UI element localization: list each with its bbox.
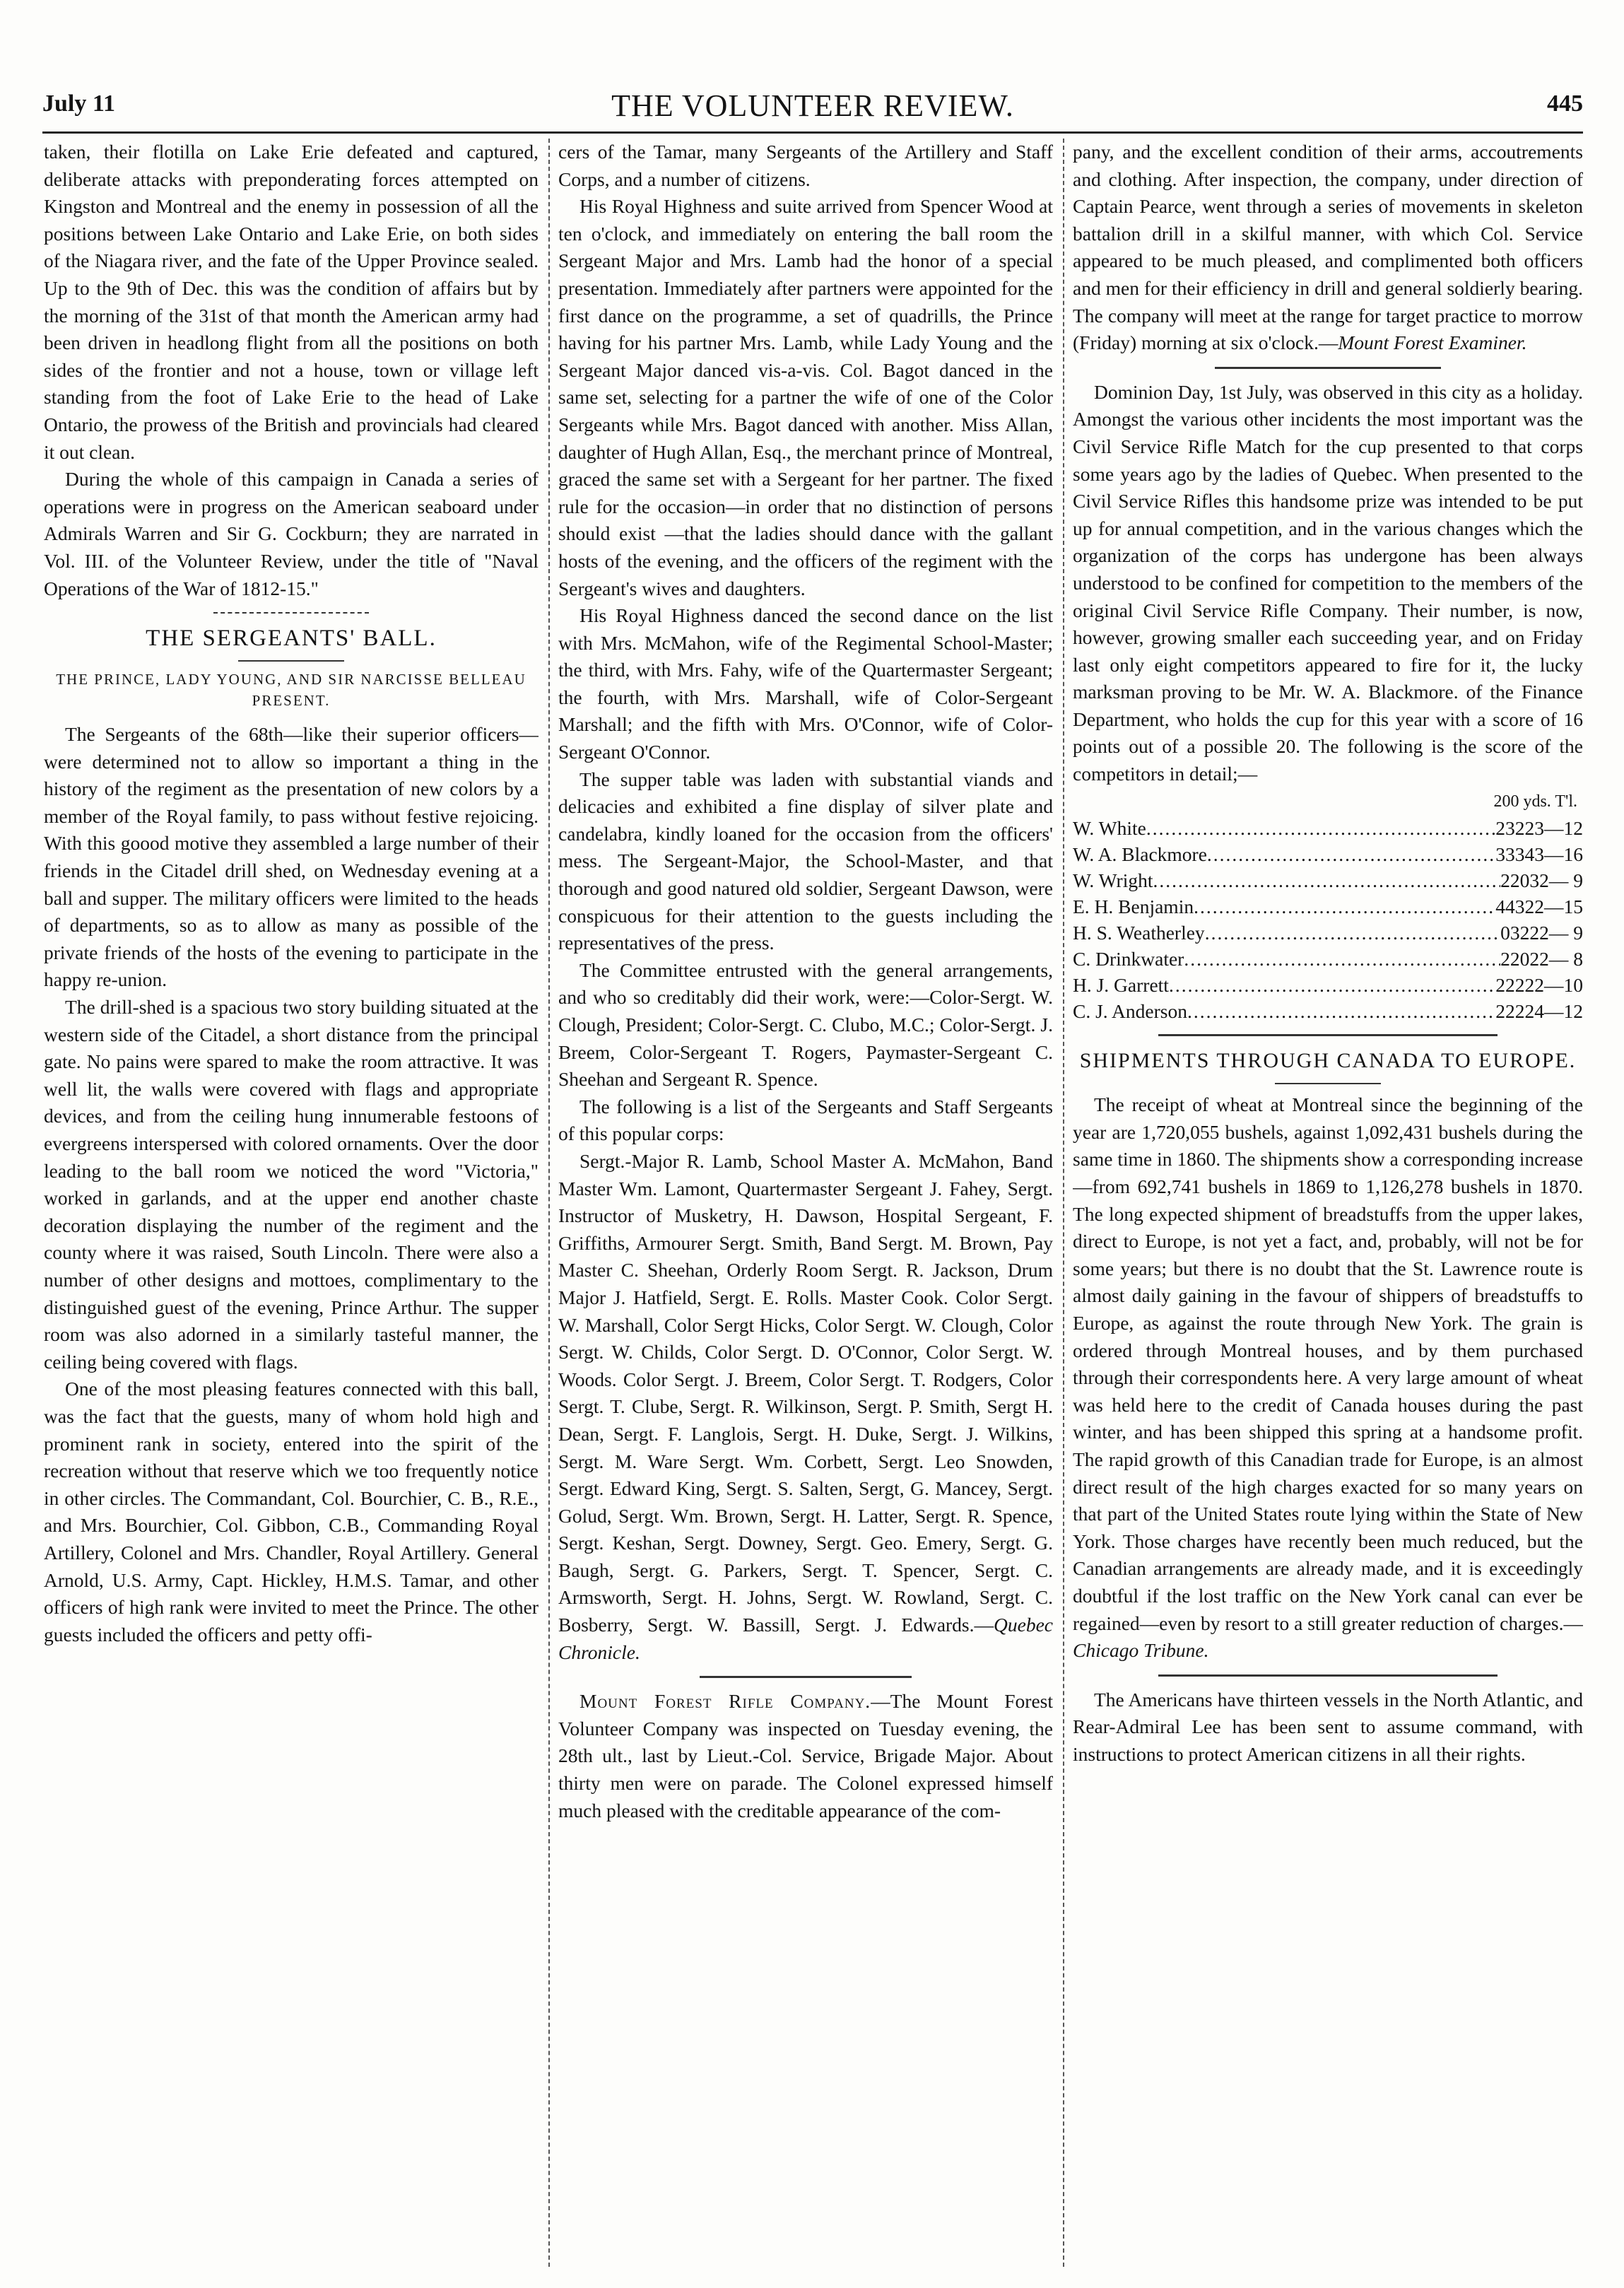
article-paragraph: The Americans have thirteen vessels in the North Atlantic, and Rear-Admiral Lee has been sent to assume command, with instructions to protect American citizens in all their rights. bbox=[1073, 1688, 1583, 1765]
section-divider bbox=[700, 1676, 912, 1678]
item-text: The receipt of wheat at Montreal since the beginning of the year are 1,720,055 bushels, against 1,092,431 bushels during the same time in 1860. The shipments show a corresponding increase—from 692,741 bushels in 1869 to 1,126,278 bushels in 1870. The long expected shipment of breadstuffs from the upper lakes, direct to Europe, is not yet a fact, and, probably, will not be for some years; but there is no doubt that the St. Lawrence route is almost daily gaining in the favour of shippers of breadstuffs to Europe, as against the route through New York. The grain is ordered through Montreal houses, and by them purchased through their correspondents here. A very large amount of wheat was held here to the credit of Canada houses during the past winter, and has been shipped this spring at a handsome profit. The rapid growth of this Canadian trade for Europe, is an almost direct result of the high charges exacted for so many years on that part of the United States route lying within the State of New York. Those charges have recently been much reduced, but the Canadian arrangements are already made, and it is exceedingly doubtful if the lost traffic on the New York canal can ever be regained—even by resort to a still greater reduction of charges.— bbox=[1073, 1093, 1583, 1634]
section-divider bbox=[1215, 367, 1441, 369]
column-divider bbox=[548, 139, 550, 2267]
article-paragraph: The following is a list of the Sergeants and Staff Sergeants of this popular corps: bbox=[558, 1095, 1053, 1145]
ball-article-heading: THE SERGEANTS' BALL. bbox=[146, 626, 437, 652]
article-paragraph: Dominion Day, 1st July, was observed in this city as a holiday. Amongst the various other incidents the most important was the Civil Service Rifle Match for the cup presented to that corps some years ago by the ladies of Quebec. When presented to the Civil Service Rifles this handsome prize was intended to be put up for annual competition, and in the various changes which the organization of the corps has undergone has been always understood to be confined for competition to the members of the original Civil Service Rifle Company. Their number, is now, however, growing smaller each succeeding year, and on Friday last only eight competitors appeared to fire for it, the lucky marksman proving to be Mr. W. A. Blackmore. of the Finance Department, who holds the cup for this year with a score of 16 points out of a possible 20. The following is the score of the competitors in detail;— bbox=[1073, 380, 1583, 785]
sergeants-list: Sergt.-Major R. Lamb, School Master A. McMahon, Band Master Wm. Lamont, Quartermaster Sergeant J. Fahey, Sergt. Instructor of Musketry, H. Dawson, Hospital Sergeant, F. Griffiths, Armourer Sergt. Smith, Band Sergt. M. Brown, Pay Master C. Sheehan, Orderly Room Sergt. R. Jackson, Drum Major J. Hatfield, Sergt. E. Rolls. Master Cook. Color Sergt. W. Marshall, Color Sergt Hicks, Color Sergt. W. Clough, Color Sergt. W. Childs, Color Sergt. D. O'Connor, Color Sergt. W. Woods. Color Sergt. J. Breem, Color Sergt. T. Rodgers, Color Sergt. T. Clube, Sergt. R. Wilkinson, Sergt. P. Smith, Sergt H. Dean, Sergt. F. Langlois, Sergt. H. Duke, Sergt. J. Wilkins, Sergt. M. Ware Sergt. Wm. Corbett, Sergt. Leo Snowden, Sergt. Edward King, Sergt. S. Salten, Sergt, G. Mancey, Sergt. Golud, Sergt. Wm. Brown, Sergt. H. Latter, Sergt. R. Spence, Sergt. Keshan, Sergt. Downey, Sergt. Geo. Emery, Sergt. G. Baugh, Sergt. G. Parkers, Sergt. T. Spencer, Sergt. C. Armsworth, Sergt. H. Johns, Sergt. W. Rowland, Sergt. C. Bosberry, Sergt. W. Bassill, Sergt. J. Edwards.— bbox=[558, 1149, 1053, 1636]
article-paragraph: taken, their flotilla on Lake Erie defeated and captured, deliberate attacks with preponderating forces attempted on Kingston and Montreal and the enemy in possession of all the positions between Lake Ontario and Lake Erie, on both sides of the Niagara river, and the fate of the Upper Province sealed. Up to the 9th of Dec. this was the condition of affairs but by the morning of the 31st of that month the American army had been driven in headlong flight from all the positions on both sides of the frontier and not a house, town or village left standing from the foot of Lake Erie to the head of Lake Ontario, the prowess of the British and provincials had cleared it out clean. bbox=[44, 141, 539, 463]
item-text: pany, and the excellent condition of their arms, accoutrements and clothing. After inspection, the company, under direction of Captain Pearce, went through a series of movements in skeleton battalion drill in a skilful manner, with which Col. Service appeared to be much pleased, and complimented both officers and men for their efficiency in drill and general soldierly bearing. The company will meet at the range for target practice to morrow (Friday) morning at six o'clock.— bbox=[1073, 141, 1583, 354]
column-2 bbox=[558, 139, 1053, 2274]
column-3 bbox=[1073, 139, 1583, 2274]
column-1 bbox=[44, 139, 539, 2274]
article-paragraph: His Royal Highness danced the second dance on the list with Mrs. McMahon, wife of the Regimental School-Master; the third, with Mrs. Fahy, wife of the Quartermaster Sergeant; the fourth, with Mrs. Marshall, wife of Color-Sergeant Marshall; and the fifth with Mrs. O'Connor, wife of Color-Sergeant O'Connor. bbox=[558, 604, 1053, 763]
score-row: W. White ..... 23223—12 bbox=[1073, 815, 1583, 841]
section-divider bbox=[1158, 1034, 1498, 1036]
section-divider bbox=[1158, 1674, 1498, 1677]
score-table-header: 200 yds. T'l. bbox=[1493, 792, 1577, 811]
source-credit: Chicago Tribune. bbox=[1073, 1639, 1209, 1662]
heading-rule bbox=[1275, 1083, 1381, 1084]
masthead-rule bbox=[42, 131, 1583, 134]
article-paragraph: The Sergeants of the 68th—like their superior officers—were determined not to allow so important a thing in the history of the regiment as the presentation of new colors by a member of the Royal family, to pass without festive rejoicing. With this goood motive they assembled a large number of their friends in the Citadel drill shed, on Wednesday evening at a ball and supper. The military officers were limited to the heads of departments, so as to allow as many as possible of the private friends of the hosts of the evening to participate in the happy re-union. bbox=[44, 723, 539, 991]
article-paragraph: During the whole of this campaign in Canada a series of operations were in progress on the American seaboard under Admirals Warren and Sir G. Cockburn; they are narrated in Vol. III. of the Volunteer Review, under the title of "Naval Operations of the War of 1812-15." bbox=[44, 468, 539, 599]
masthead bbox=[42, 83, 1583, 133]
score-row: H. J. Garrett ..... 22222—10 bbox=[1073, 972, 1583, 998]
score-table bbox=[1073, 815, 1583, 1024]
article-paragraph: One of the most pleasing features connected with this ball, was the fact that the guests, many of whom hold high and prominent rank in society, entered into the spirit of the recreation without that reserve which we too frequently notice in other circles. The Commandant, Col. Bourchier, C. B., R.E., and Mrs. Bourchier, Col. Gibbon, C.B., Commanding Royal Artillery, Colonel and Mrs. Chandler, Royal Artillery. General Arnold, U.S. Army, Capt. Hickley, H.M.S. Tamar, and other officers of high rank were invited to meet the Prince. The other guests included the officers and petty offi- bbox=[44, 1378, 539, 1645]
article-paragraph: The Committee entrusted with the general arrangements, and who so creditably did their work, were:—Color-Sergt. W. Clough, President; Color-Sergt. C. Clubo, M.C.; Color-Sergt. J. Breem, Color-Sergeant T. Rogers, Paymaster-Sergeant C. Sheehan and Sergeant R. Spence. bbox=[558, 958, 1053, 1091]
score-row: W. A. Blackmore ..... 33343—16 bbox=[1073, 841, 1583, 867]
article-paragraph bbox=[558, 1688, 1053, 1824]
score-row: E. H. Benjamin ..... 44322—15 bbox=[1073, 893, 1583, 920]
column-divider bbox=[1063, 139, 1064, 2267]
score-row: W. Wright ..... 22032— 9 bbox=[1073, 867, 1583, 893]
article-paragraph: His Royal Highness and suite arrived from Spencer Wood at ten o'clock, and immediately on entering the ball room the Sergeant Major and Mrs. Lamb had the honor of a special presentation. Immediately after partners were appointed for the first dance on the programme, a set of quadrills, the Prince having for his partner Mrs. Lamb, while Lady Young and the Sergeant Major danced vis-a-vis. Col. Bagot danced in the same set, selecting for a partner the wife of one of the Color Sergeants while Mrs. Bagot danced with another. Miss Allan, daughter of Hugh Allan, Esq., the merchant prince of Montreal, graced the same set with a Sergeant for her partner. The fixed rule for the occasion—in order that no distinction of persons should exist —that the ladies should dance with the gallant hosts of the evening, and the officers of the regiment with the Sergeant's wives and daughters. bbox=[558, 195, 1053, 599]
source-credit: Quebec Chronicle. bbox=[558, 1614, 1053, 1663]
article-paragraph: The supper table was laden with substantial viands and delicacies and exhibited a fine display of silver plate and candelabra, kindly loaned for the occasion from the officers' mess. The Sergeant-Major, the School-Master, and that thorough and good natured old soldier, Sergeant Dawson, were conspicuous for their attention to the guests including the representatives of the press. bbox=[558, 768, 1053, 954]
ball-article-subhead: THE PRINCE, LADY YOUNG, AND SIR NARCISSE BELLEAU PRESENT. bbox=[56, 671, 526, 710]
score-row: H. S. Weatherley ..... 03222— 9 bbox=[1073, 920, 1583, 946]
article-paragraph bbox=[1073, 139, 1583, 357]
article-paragraph bbox=[1073, 1091, 1583, 1664]
score-row: C. Drinkwater ..... 22022— 8 bbox=[1073, 946, 1583, 972]
article-paragraph bbox=[558, 1148, 1053, 1666]
item-lead: Mount Forest Rifle Company. bbox=[579, 1690, 871, 1713]
page-number: 445 bbox=[1547, 90, 1583, 117]
article-paragraph: cers of the Tamar, many Sergeants of the Artillery and Staff Corps, and a number of citizens. bbox=[558, 141, 1053, 190]
section-divider bbox=[213, 612, 369, 614]
heading-rule bbox=[238, 660, 344, 662]
shipments-heading: SHIPMENTS THROUGH CANADA TO EUROPE. bbox=[1079, 1049, 1577, 1073]
item-text: —The Mount Forest Volunteer Company was inspected on Tuesday evening, the 28th ult., last by Lieut.-Col. Service, Brigade Major. About thirty men were on parade. The Colonel expressed himself much pleased with the creditable appearance of the com- bbox=[558, 1690, 1053, 1821]
issue-date: July 11 bbox=[42, 90, 115, 117]
source-credit: Mount Forest Examiner. bbox=[1338, 332, 1527, 354]
publication-title: THE VOLUNTEER REVIEW. bbox=[611, 88, 1014, 123]
article-paragraph: The drill-shed is a spacious two story building situated at the western side of the Citadel, a short distance from the principal gate. No pains were spared to make the room attractive. It was well lit, the walls were covered with flags and appropriate devices, and from the ceiling hung innumerable festoons of evergreens interspersed with colored ornaments. Over the door leading to the ball room we noticed the word "Victoria," worked in garlands, and at the upper end another chaste decoration displaying the number of the regiment and the county where it was raised, South Lincoln. There were also a number of other designs and mottoes, complimentary to the distinguished guest of the evening, Prince Arthur. The supper room was also adorned in a similarly tasteful manner, the ceiling being covered with flags. bbox=[44, 996, 539, 1373]
score-row: C. J. Anderson ..... 22224—12 bbox=[1073, 998, 1583, 1024]
